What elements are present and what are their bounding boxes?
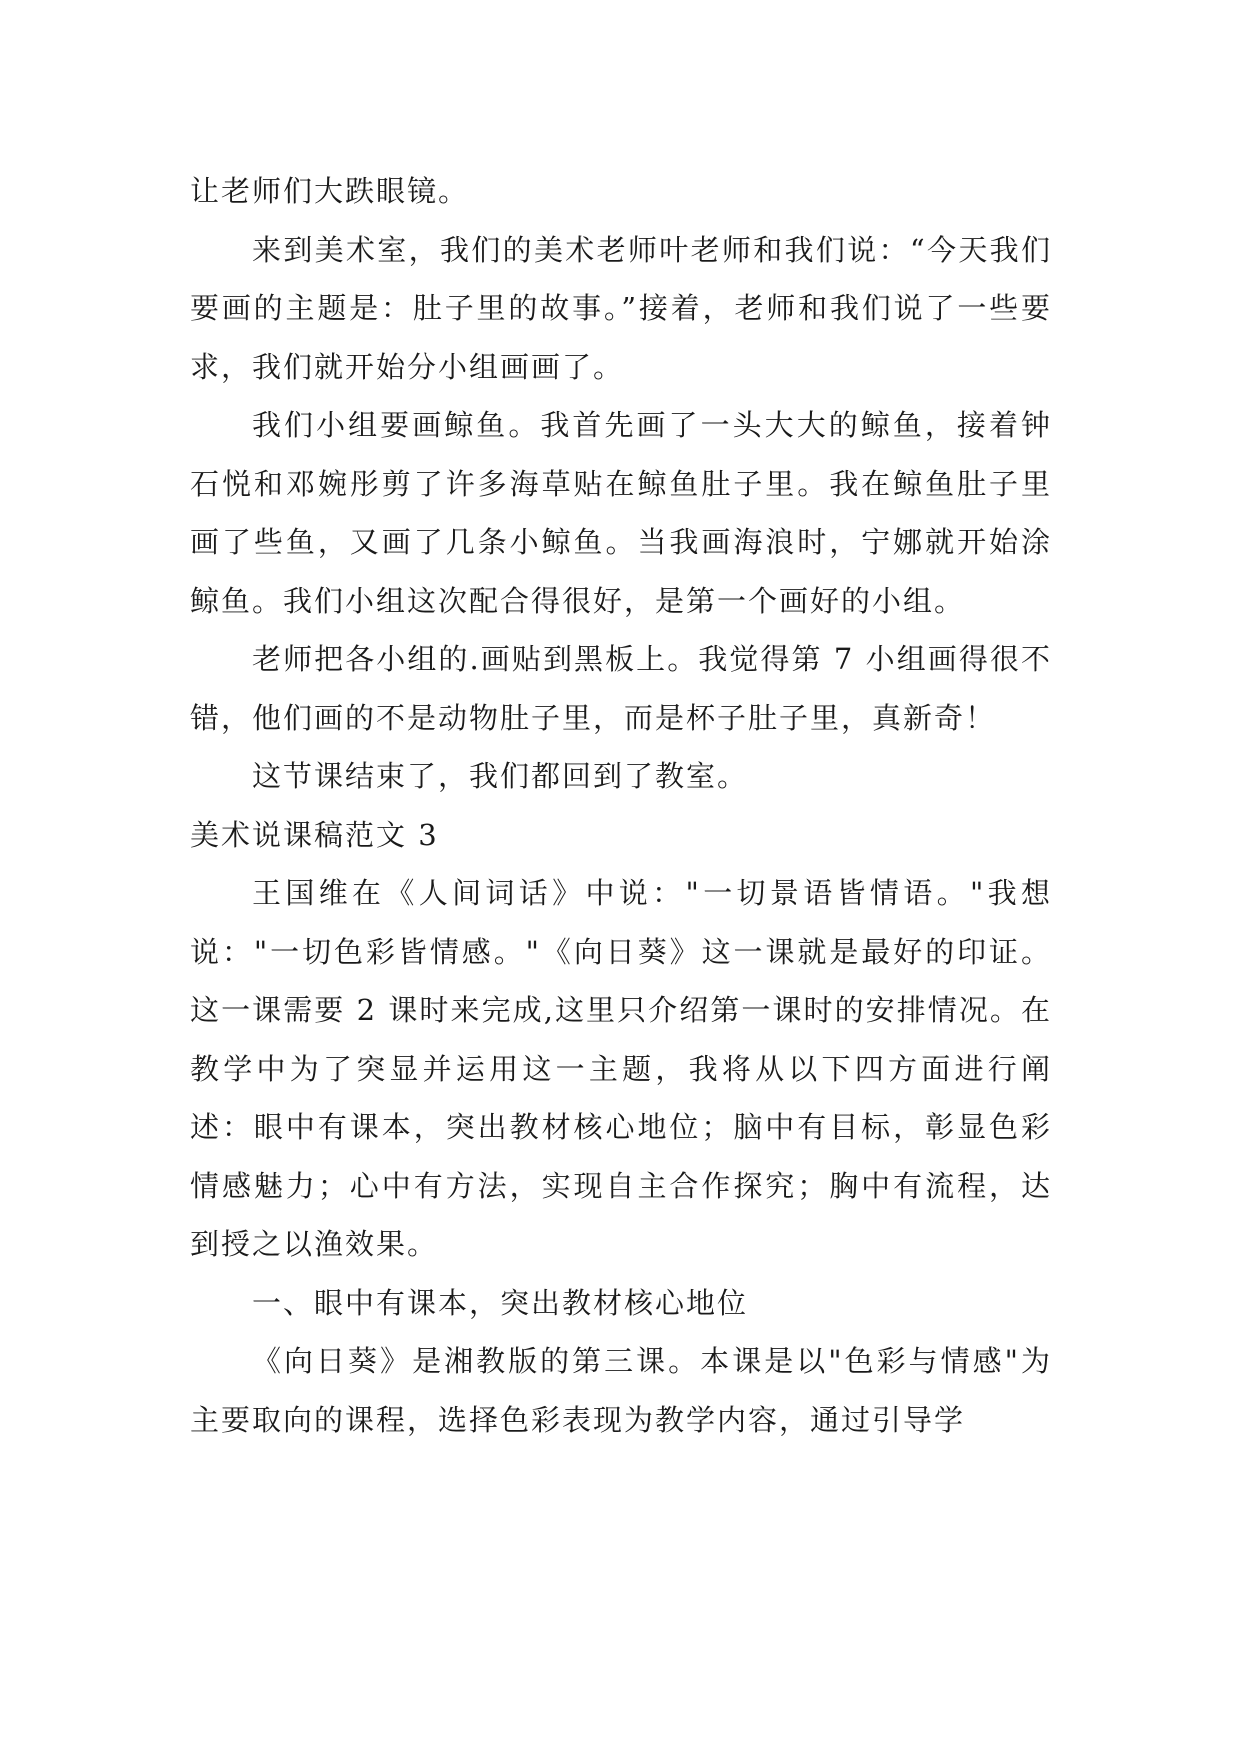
paragraph-whale-group: 我们小组要画鲸鱼。我首先画了一头大大的鲸鱼，接着钟石悦和邓婉彤剪了许多海草贴在鲸鱼肚子里。我在鲸鱼肚子里画了些鱼，又画了几条小鲸鱼。当我画海浪时，宁娜就开始涂鲸鱼。我们小组这次配合得很好，是第一个画好的小组。 <box>190 408 1052 618</box>
paragraph-sunflower-lesson: 《向日葵》是湘教版的第三课。本课是以"色彩与情感"为主要取向的课程，选择色彩表现为教学内容，通过引导学 <box>190 1344 1052 1437</box>
paragraph-intro-quote: 王国维在《人间词话》中说："一切景语皆情语。"我想说："一切色彩皆情感。"《向日葵》这一课就是最好的印证。这一课需要 2 课时来完成,这里只介绍第一课时的安排情况。在教学中为了突显并运用这一主题，我将从以下四方面进行阐述：眼中有课本，突出教材核心地位；脑中有目标，彰显色彩情感魅力；心中有方法，实现自主合作探究；胸中有流程，达到授之以渔效果。 <box>190 876 1052 1261</box>
paragraph-art-room: 来到美术室，我们的美术老师叶老师和我们说：“今天我们要画的主题是：肚子里的故事。”接着，老师和我们说了一些要求，我们就开始分小组画画了。 <box>190 232 1052 384</box>
document-body <box>190 162 1052 1449</box>
paragraph-blackboard: 老师把各小组的.画贴到黑板上。我觉得第 7 小组画得很不错，他们画的不是动物肚子里，而是杯子肚子里，真新奇！ <box>190 642 1052 735</box>
section-title: 美术说课稿范文 3 <box>190 817 439 852</box>
paragraph-class-end: 这节课结束了，我们都回到了教室。 <box>252 759 749 793</box>
paragraph-continuation: 让老师们大跌眼镜。 <box>190 174 470 208</box>
subheading-part-one: 一、眼中有课本，突出教材核心地位 <box>252 1285 749 1320</box>
